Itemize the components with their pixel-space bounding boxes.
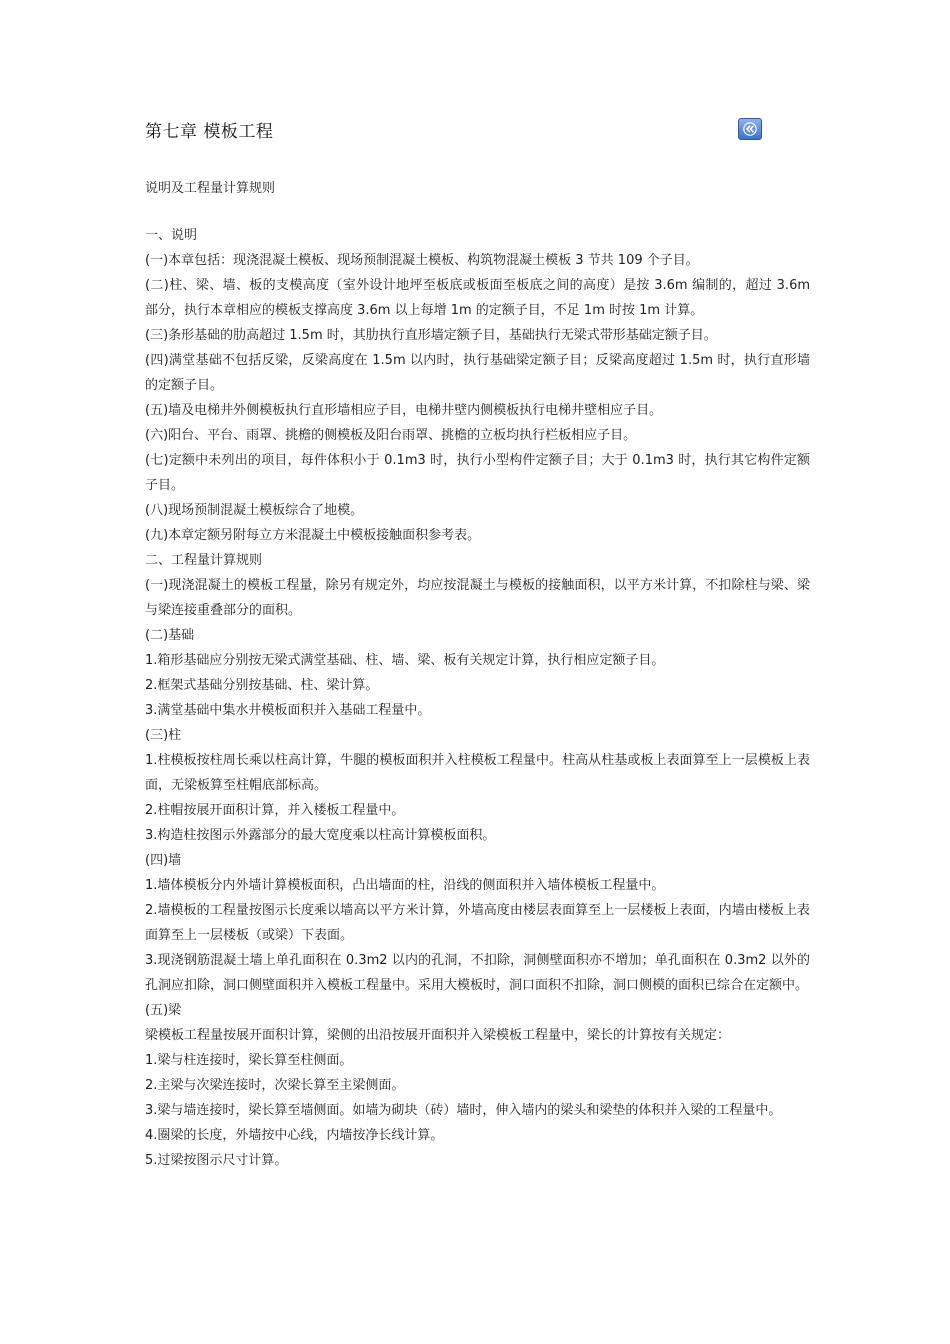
paragraph: (一)现浇混凝土的模板工程量，除另有规定外，均应按混凝土与模板的接触面积，以平方米计算，不扣除柱与梁、梁与梁连接重叠部分的面积。 xyxy=(145,578,810,618)
paragraph: (二)基础 xyxy=(145,628,195,643)
paragraph: 二、工程量计算规则 xyxy=(145,553,263,568)
paragraph: (一)本章包括：现浇混凝土模板、现场预制混凝土模板、构筑物混凝土模板 3 节共 109 个子目。 xyxy=(145,253,699,268)
double-chevron-left-icon xyxy=(742,122,758,136)
paragraph: 3.梁与墙连接时，梁长算至墙侧面。如墙为砌块（砖）墙时，伸入墙内的梁头和梁垫的体积并入梁的工程量中。 xyxy=(145,1103,782,1118)
paragraph: 梁模板工程量按展开面积计算，梁侧的出沿按展开面积并入梁模板工程量中，梁长的计算按有关规定： xyxy=(145,1028,731,1043)
paragraph: (二)柱、梁、墙、板的支模高度（室外设计地坪至板底或板面至板底之间的高度）是按 3.6m 编制的，超过 3.6m 部分，执行本章相应的模板支撑高度 3.6m 以上每增 1m 的定额子目，不足 1m 时按 1m 计算。 xyxy=(145,278,810,318)
paragraph: 1.箱形基础应分别按无梁式满堂基础、柱、墙、梁、板有关规定计算，执行相应定额子目。 xyxy=(145,653,665,668)
paragraph: 3.满堂基础中集水井模板面积并入基础工程量中。 xyxy=(145,703,431,718)
page-title: 第七章 模板工程 xyxy=(145,122,274,142)
paragraph: (九)本章定额另附每立方米混凝土中模板接触面积参考表。 xyxy=(145,528,481,543)
paragraph: 2.墙模板的工程量按图示长度乘以墙高以平方米计算，外墙高度由楼层表面算至上一层楼板上表面，内墙由楼板上表面算至上一层楼板（或梁）下表面。 xyxy=(145,903,810,943)
paragraph: 1.墙体模板分内外墙计算模板面积，凸出墙面的柱，沿线的侧面积并入墙体模板工程量中。 xyxy=(145,878,665,893)
paragraph: (六)阳台、平台、雨罩、挑檐的侧模板及阳台雨罩、挑檐的立板均执行栏板相应子目。 xyxy=(145,428,637,443)
paragraph: (五)梁 xyxy=(145,1003,182,1018)
paragraph: 一、说明 xyxy=(145,228,198,243)
paragraph: 1.柱模板按柱周长乘以柱高计算，牛腿的模板面积并入柱模板工程量中。柱高从柱基或板上表面算至上一层模板上表面，无梁板算至柱帽底部标高。 xyxy=(145,753,810,793)
paragraph: (三)条形基础的肋高超过 1.5m 时，其肋执行直形墙定额子目，基础执行无梁式带形基础定额子目。 xyxy=(145,328,717,343)
paragraph: 3.现浇钢筋混凝土墙上单孔面积在 0.3m2 以内的孔洞，不扣除，洞侧壁面积亦不增加；单孔面积在 0.3m2 以外的孔洞应扣除，洞口侧壁面积并入模板工程量中。采用大模板时，洞口面积不扣除，洞口侧模的面积已综合在定额中。 xyxy=(145,953,810,993)
body-text xyxy=(145,223,810,1173)
paragraph: (四)满堂基础不包括反梁，反梁高度在 1.5m 以内时，执行基础梁定额子目；反梁高度超过 1.5m 时，执行直形墙的定额子目。 xyxy=(145,353,810,393)
paragraph: (三)柱 xyxy=(145,728,182,743)
paragraph: 3.构造柱按图示外露部分的最大宽度乘以柱高计算模板面积。 xyxy=(145,828,496,843)
paragraph: (七)定额中未列出的项目，每件体积小于 0.1m3 时，执行小型构件定额子目；大于 0.1m3 时，执行其它构件定额子目。 xyxy=(145,453,810,493)
paragraph: 2.主梁与次梁连接时，次梁长算至主梁侧面。 xyxy=(145,1078,405,1093)
section-subtitle: 说明及工程量计算规则 xyxy=(145,181,276,196)
paragraph: (五)墙及电梯井外侧模板执行直形墙相应子目，电梯井壁内侧模板执行电梯井壁相应子目。 xyxy=(145,403,663,418)
paragraph: 4.圈梁的长度，外墙按中心线，内墙按净长线计算。 xyxy=(145,1128,444,1143)
paragraph: (八)现场预制混凝土模板综合了地模。 xyxy=(145,503,364,518)
back-button[interactable] xyxy=(738,118,762,140)
paragraph: 2.柱帽按展开面积计算，并入楼板工程量中。 xyxy=(145,803,405,818)
paragraph: 5.过梁按图示尺寸计算。 xyxy=(145,1153,288,1168)
paragraph: (四)墙 xyxy=(145,853,182,868)
paragraph: 2.框架式基础分别按基础、柱、梁计算。 xyxy=(145,678,379,693)
paragraph: 1.梁与柱连接时，梁长算至柱侧面。 xyxy=(145,1053,353,1068)
